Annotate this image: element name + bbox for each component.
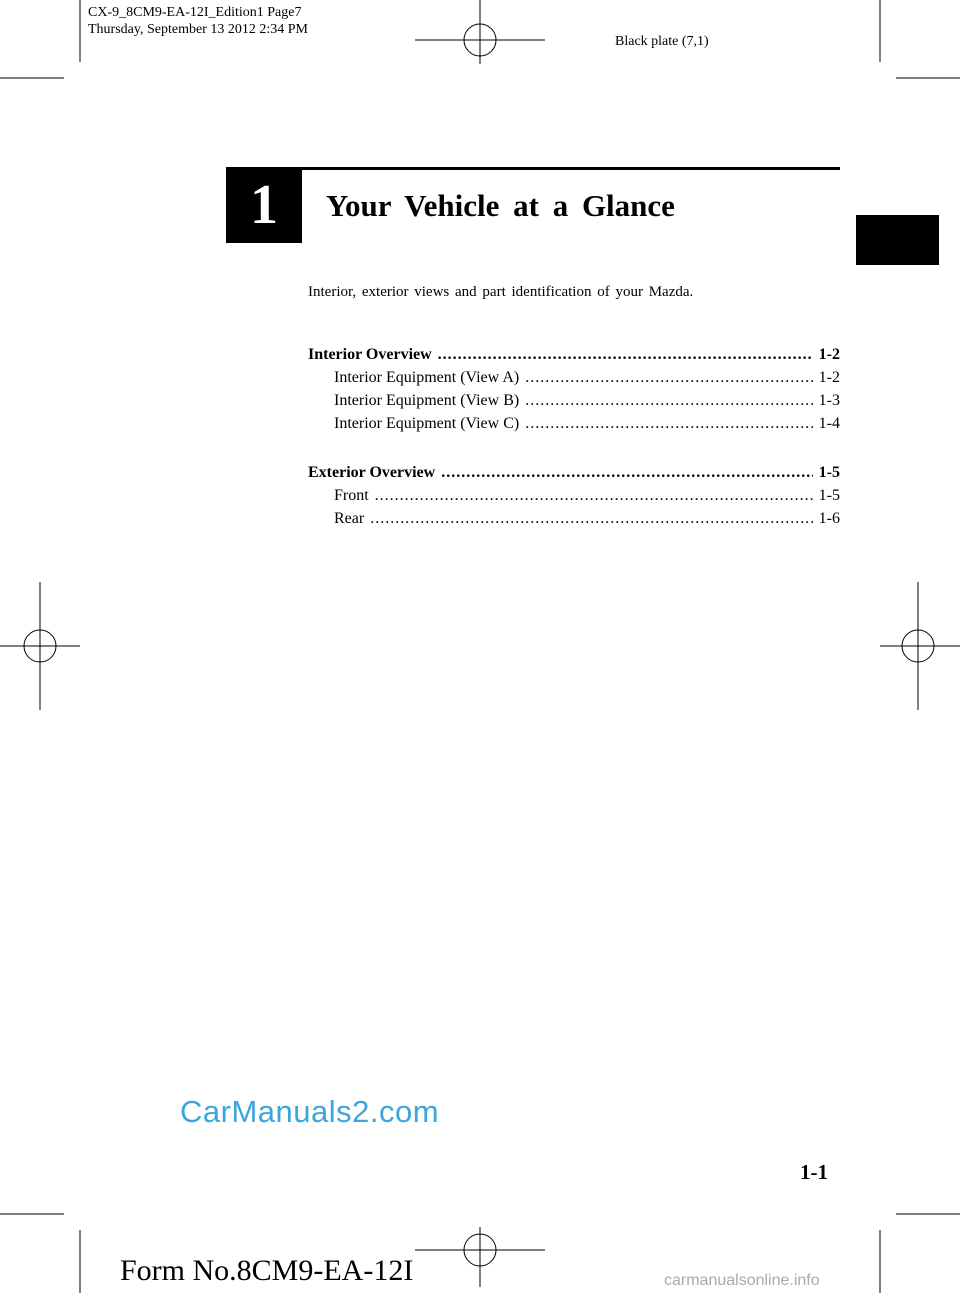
toc-leader-dots [438, 346, 813, 364]
print-header [88, 4, 308, 38]
toc-entry[interactable] [308, 487, 840, 510]
toc-entry[interactable] [308, 346, 840, 369]
toc-entry[interactable] [308, 464, 840, 487]
toc-leader-dots [525, 415, 812, 433]
toc-entry-label: Interior Overview [308, 346, 432, 363]
form-number: Form No.8CM9-EA-12I [120, 1254, 414, 1287]
watermark: CarManuals2.com [180, 1094, 440, 1129]
toc-leader-dots [370, 510, 812, 528]
toc-entry-label: Exterior Overview [308, 464, 436, 481]
file-line: CX-9_8CM9-EA-12I_Edition1 Page7 [88, 5, 302, 20]
toc-entry-page: 1-5 [818, 487, 840, 504]
toc-entry-page: 1-2 [818, 369, 840, 386]
toc-entry-page: 1-3 [818, 392, 840, 409]
toc-entry-label: Front [334, 487, 369, 504]
toc-leader-dots [525, 392, 812, 410]
chapter-intro: Interior, exterior views and part identification of your Mazda. [308, 284, 694, 300]
site-watermark: carmanualsonline.info [664, 1272, 820, 1289]
toc-entry[interactable] [308, 510, 840, 533]
toc-exterior [308, 464, 840, 533]
toc-entry-label: Interior Equipment (View C) [334, 415, 520, 432]
page-number: 1-1 [800, 1160, 828, 1184]
plate-label: Black plate (7,1) [615, 34, 709, 49]
toc-entry-label: Rear [334, 510, 365, 527]
chapter-title: Your Vehicle at a Glance [326, 188, 675, 223]
toc-entry[interactable] [308, 369, 840, 392]
toc-entry-page: 1-2 [818, 346, 840, 363]
toc-interior [308, 346, 840, 438]
toc-leader-dots [441, 464, 812, 482]
date-line: Thursday, September 13 2012 2:34 PM [88, 22, 308, 37]
chapter-side-tab [856, 215, 939, 265]
toc-entry-page: 1-6 [818, 510, 840, 527]
toc-entry-label: Interior Equipment (View A) [334, 369, 520, 386]
toc-entry-page: 1-4 [818, 415, 840, 432]
toc-leader-dots [525, 369, 812, 387]
toc-entry[interactable] [308, 415, 840, 438]
toc-leader-dots [375, 487, 813, 505]
chapter-rule [226, 167, 840, 170]
toc-entry[interactable] [308, 392, 840, 415]
toc-entry-page: 1-5 [818, 464, 840, 481]
toc-entry-label: Interior Equipment (View B) [334, 392, 520, 409]
chapter-number: 1 [226, 167, 302, 243]
